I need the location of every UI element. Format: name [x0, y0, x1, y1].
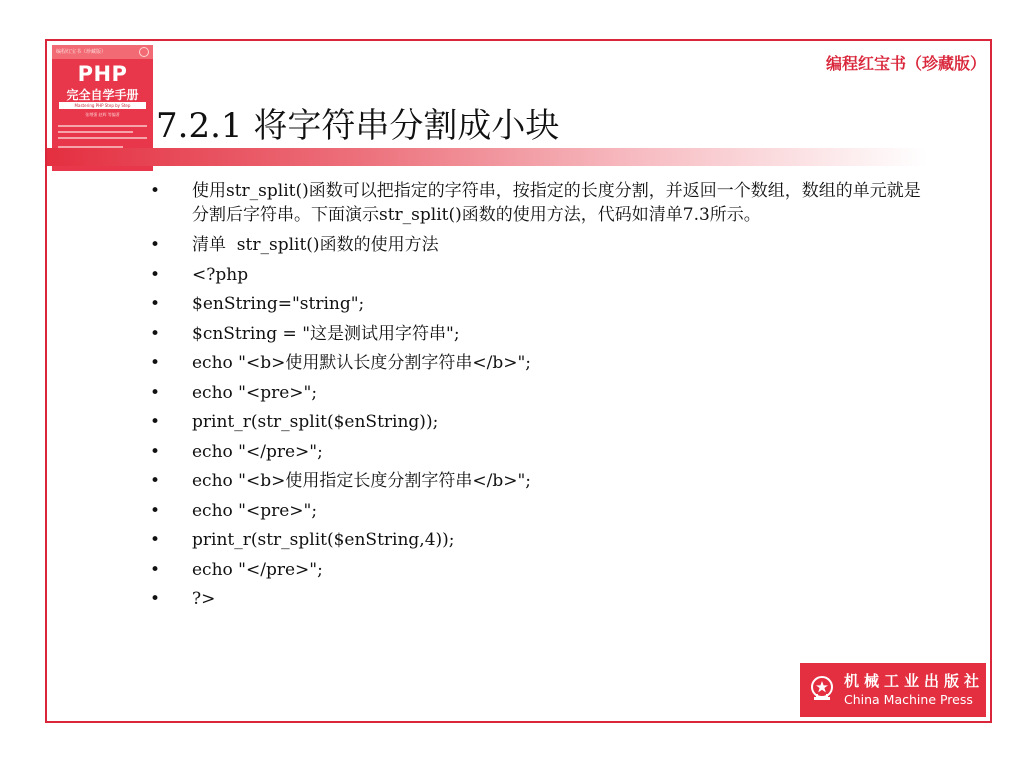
- code-line: [150, 559, 930, 583]
- cover-series-text: 编程红宝书（珍藏版）: [56, 49, 107, 55]
- code-line: [150, 352, 930, 376]
- page-title: 7.2.1 将字符串分割成小块: [156, 106, 560, 146]
- bullet-icon: •: [150, 441, 161, 462]
- code-line-text: echo "<pre>";: [192, 382, 318, 403]
- cover-seal-icon: [139, 47, 149, 57]
- code-line-text: $cnString = "这是测试用字符串";: [192, 323, 460, 344]
- cover-blurb-line: [58, 137, 147, 139]
- bullet-icon: •: [150, 353, 161, 373]
- code-line-text: $enString="string";: [192, 294, 365, 314]
- bullet-icon: •: [150, 559, 161, 580]
- code-line-text: echo "</pre>";: [192, 441, 323, 462]
- bullet-icon: •: [150, 294, 161, 314]
- series-label: 编程红宝书（珍藏版）: [825, 54, 986, 73]
- cover-authors: 张增强 赵辉 等编著: [85, 112, 120, 117]
- slide-content-list: [150, 180, 930, 618]
- list-item: [150, 234, 930, 258]
- cover-blurb-line: [58, 125, 147, 127]
- publisher-name-en: China Machine Press: [844, 692, 973, 707]
- publisher-name-cn: 机械工业出版社: [844, 672, 985, 690]
- cover-blurb-line: [58, 131, 133, 133]
- bullet-icon: •: [150, 264, 161, 285]
- code-line-text: echo "<b>使用默认长度分割字符串</b>";: [192, 353, 532, 373]
- bullet-icon: •: [150, 530, 161, 550]
- title-underline-bar: [47, 148, 927, 166]
- bullet-icon: •: [150, 382, 161, 403]
- bullet-icon: •: [150, 589, 161, 609]
- list-item: [150, 180, 930, 227]
- code-line: [150, 529, 930, 553]
- code-line-text: echo "<b>使用指定长度分割字符串</b>";: [192, 471, 532, 491]
- code-line-text: echo "<pre>";: [192, 500, 318, 521]
- code-line: [150, 382, 930, 406]
- publisher-logo: [800, 663, 986, 717]
- code-line: [150, 470, 930, 494]
- bullet-icon: •: [150, 323, 161, 344]
- code-line-text: ?>: [192, 589, 216, 609]
- listing-caption: 清单 str_split()函数的使用方法: [192, 235, 439, 255]
- cover-php-title: PHP: [77, 62, 128, 86]
- code-line-text: echo "</pre>";: [192, 559, 323, 580]
- bullet-icon: •: [150, 412, 161, 432]
- code-line: [150, 441, 930, 465]
- code-line-text: <?php: [192, 264, 249, 285]
- list-item-text: 使用str_split()函数可以把指定的字符串，按指定的长度分割，并返回一个数组，数组的单元就是分割后字符串。下面演示str_split()函数的使用方法，代码如清单7.3所示。: [192, 181, 921, 225]
- code-line: [150, 411, 930, 435]
- code-line: [150, 264, 930, 288]
- bullet-icon: •: [150, 235, 161, 255]
- publisher-emblem-icon: [808, 675, 836, 703]
- bullet-icon: •: [150, 500, 161, 521]
- code-line-text: print_r(str_split($enString,4));: [192, 530, 455, 550]
- bullet-icon: •: [150, 181, 161, 201]
- bullet-icon: •: [150, 471, 161, 491]
- cover-cn-title: 完全自学手册: [66, 88, 139, 102]
- code-line: [150, 500, 930, 524]
- code-line: [150, 293, 930, 317]
- code-line: [150, 588, 930, 612]
- cover-en-subtitle: Mastering PHP Step by Step: [59, 102, 146, 109]
- code-line-text: print_r(str_split($enString));: [192, 412, 439, 432]
- code-line: [150, 323, 930, 347]
